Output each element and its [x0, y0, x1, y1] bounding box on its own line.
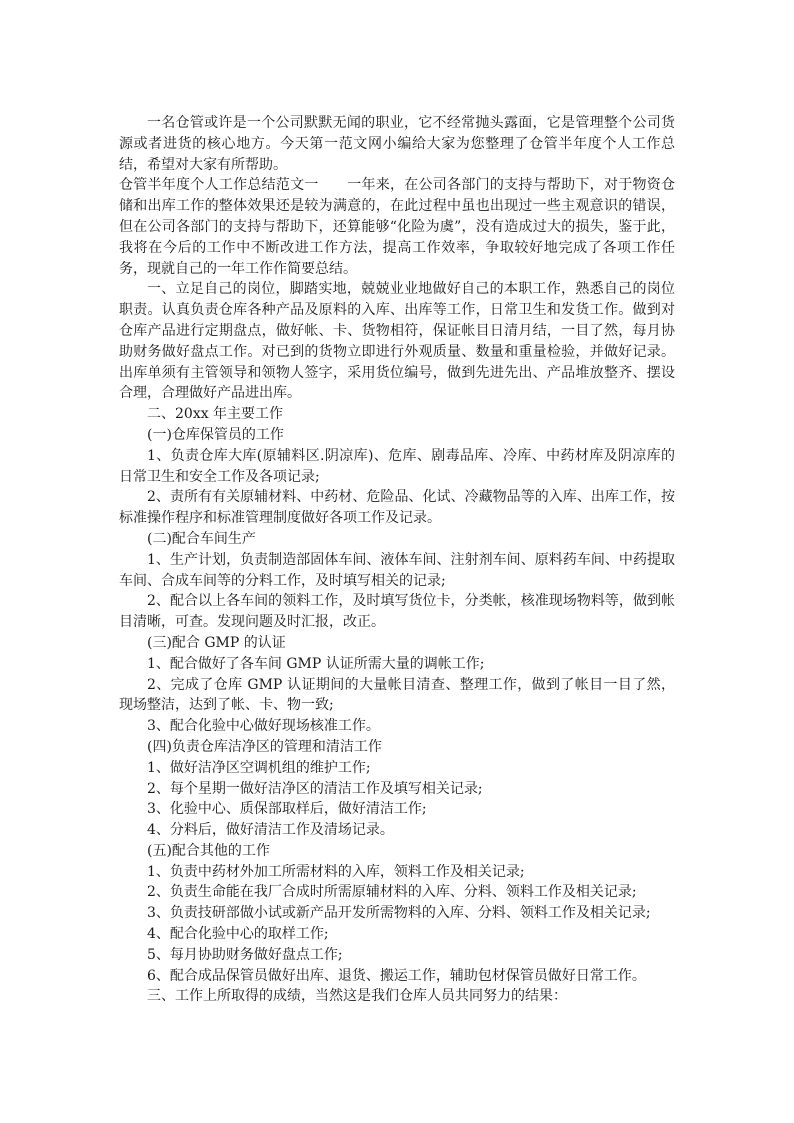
list-item: 2、完成了仓库 GMP 认证期间的大量帐目清查、整理工作，做到了帐目一目了然，现场整洁，达到了帐、卡、物一致;: [119, 676, 675, 714]
list-item: 2、配合以上各车间的领料工作，及时填写货位卡，分类帐，核准现场物料等，做到帐目清晰，可查。发现问题及时汇报，改正。: [119, 593, 675, 631]
list-item: 1、负责中药材外加工所需材料的入库，领料工作及相关记录;: [147, 863, 525, 880]
list-item: 3、负责技研部做小试或新产品开发所需物料的入库、分料、领料工作及相关记录;: [147, 905, 651, 922]
list-item: 4、配合化验中心的取样工作;: [147, 926, 329, 943]
paragraph-intro: 一名仓管或许是一个公司默默无闻的职业，它不经常抛头露面，它是管理整个公司货源或者进货的核心地方。今天第一范文网小编给大家为您整理了仓管半年度个人工作总结，希望对大家有所帮助。: [119, 115, 675, 173]
paragraph-summary-opening: 仓管半年度个人工作总结范文一 一年来，在公司各部门的支持与帮助下，对于物资仓储和出库工作的整体效果还是较为满意的，在此过程中虽也出现过一些主观意识的错误，但在公司各部门的支持与帮助下，还算能够“化险为虞”，没有造成过大的损失，鉴于此，我将在今后的工作中不断改进工作方法，提高工作效率，争取较好地完成了各项工作任务，现就自己的一年工作作简要总结。: [119, 177, 675, 277]
subsection-heading-other: (五)配合其他的工作: [147, 842, 270, 859]
list-item: 1、负责仓库大库(原辅料区.阴凉库)、危库、剧毒品库、冷库、中药材库及阴凉库的日常卫生和安全工作及各项记录;: [119, 447, 675, 485]
section-heading-two: 二、20xx 年主要工作: [147, 406, 284, 423]
list-item: 2、责所有有关原辅材料、中药材、危险品、化试、冷藏物品等的入库、出库工作，按标准操作程序和标准管理制度做好各项工作及记录。: [119, 489, 675, 527]
list-item: 2、负责生命能在我厂合成时所需原辅材料的入库、分料、领料工作及相关记录;: [147, 884, 637, 901]
subsection-heading-warehouse-keeper: (一)仓库保管员的工作: [147, 426, 284, 443]
list-item: 3、配合化验中心做好现场核准工作。: [147, 718, 380, 735]
list-item: 3、化验中心、质保部取样后，做好清洁工作;: [147, 801, 427, 818]
paragraph-section-one: 一、立足自己的岗位，脚踏实地，兢兢业业地做好自己的本职工作，熟悉自己的岗位职责。认真负责仓库各种产品及原料的入库、出库等工作，日常卫生和发货工作。做到对仓库产品进行定期盘点，做好帐、卡、货物相符，保证帐目日清月结，一目了然，每月协助财务做好盘点工作。对已到的货物立即进行外观质量、数量和重量检验，并做好记录。出库单须有主管领导和领物人签字，采用货位编号，做到先进先出、产品堆放整齐、摆设合理，合理做好产品进出库。: [119, 281, 675, 402]
list-item: 1、做好洁净区空调机组的维护工作;: [147, 759, 371, 776]
list-item: 1、配合做好了各车间 GMP 认证所需大量的调帐工作;: [147, 655, 485, 672]
subsection-heading-workshop: (二)配合车间生产: [147, 530, 256, 547]
document-body: [119, 113, 675, 1007]
list-item: 2、每个星期一做好洁净区的清洁工作及填写相关记录;: [147, 780, 483, 797]
section-heading-three: 三、工作上所取得的成绩，当然这是我们仓库人员共同努力的结果：: [147, 988, 567, 1005]
subsection-heading-clean-area: (四)负责仓库洁净区的管理和清洁工作: [147, 738, 382, 755]
subsection-heading-gmp: (三)配合 GMP 的认证: [147, 634, 286, 651]
list-item: 1、生产计划，负责制造部固体车间、液体车间、注射剂车间、原料药车间、中药提取车间、合成车间等的分料工作，及时填写相关的记录;: [119, 551, 675, 589]
list-item: 4、分料后，做好清洁工作及清场记录。: [147, 822, 394, 839]
list-item: 5、每月协助财务做好盘点工作;: [147, 946, 343, 963]
list-item: 6、配合成品保管员做好出库、退货、搬运工作，辅助包材保管员做好日常工作。: [147, 967, 646, 984]
